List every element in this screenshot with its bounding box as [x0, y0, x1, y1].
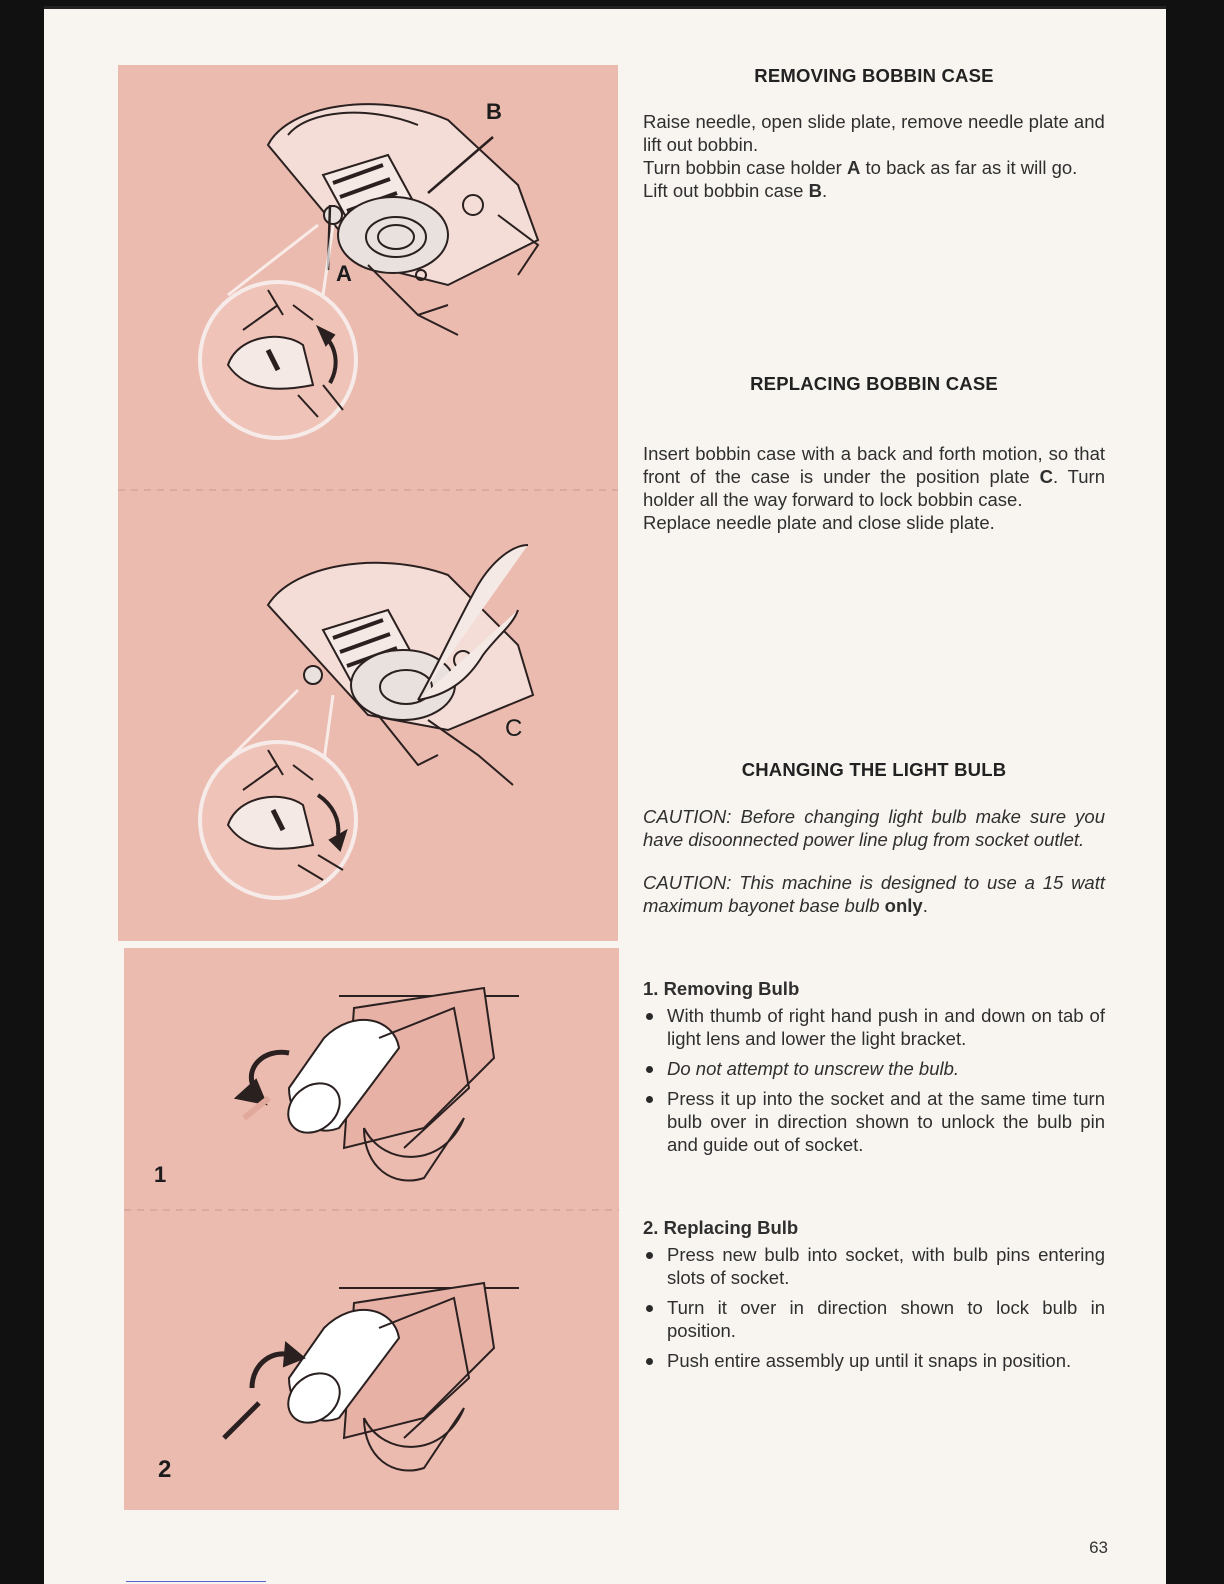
removing-bulb-list — [643, 1004, 1105, 1156]
removing-bobbin-section — [643, 64, 1105, 202]
light-bulb-heading: CHANGING THE LIGHT BULB — [741, 759, 1007, 780]
label-b: B — [486, 99, 502, 124]
replacing-bobbin-heading: REPLACING BOBBIN CASE — [750, 373, 998, 394]
step-1-label: 1 — [154, 1162, 167, 1187]
scan-edge — [44, 6, 1166, 9]
bullet-icon — [646, 1358, 653, 1365]
replacing-bulb-title: 2. Replacing Bulb — [643, 1217, 799, 1238]
bullet-icon — [646, 1252, 653, 1259]
bobbin-illustration-panel — [118, 65, 618, 941]
caution-1: CAUTION: Before changing light bulb make sure you have disoonnected power line plug from socket outlet. — [643, 806, 1105, 850]
label-a: A — [336, 261, 352, 286]
light-bulb-illustration — [124, 948, 619, 1510]
removing-bobbin-line3: Lift out bobbin case B. — [643, 180, 828, 201]
list-item: Press new bulb into socket, with bulb pins entering slots of socket. — [643, 1243, 1105, 1289]
page-number: 63 — [1089, 1538, 1108, 1557]
replacing-bobbin-para: Insert bobbin case with a back and forth motion, so that front of the case is under the position plate C. Turn holder all the way forward to lock bobbin case. — [643, 443, 1105, 510]
removing-bobbin-body — [643, 110, 1105, 202]
removing-bulb-block — [643, 977, 1105, 1156]
step-2-label: 2 — [158, 1456, 172, 1483]
bullet-icon — [646, 1066, 653, 1073]
replacing-bobbin-line2: Replace needle plate and close slide plate. — [643, 512, 995, 533]
list-item: Press it up into the socket and at the same time turn bulb over in direction shown to unlock the bulb pin and guide out of socket. — [643, 1087, 1105, 1156]
replacing-bobbin-body — [643, 442, 1105, 534]
list-item: Turn it over in direction shown to lock bulb in position. — [643, 1296, 1105, 1342]
removing-bulb-title: 1. Removing Bulb — [643, 978, 800, 999]
caution-2: CAUTION: This machine is designed to use a 15 watt maximum bayonet base bulb only. — [643, 872, 1105, 916]
bullet-icon — [646, 1305, 653, 1312]
replacing-bobbin-section — [643, 372, 1105, 534]
removing-bobbin-line2: Turn bobbin case holder A to back as far as it will go. — [643, 157, 1078, 178]
removing-bobbin-line1: Raise needle, open slide plate, remove needle plate and lift out bobbin. — [643, 111, 1105, 155]
manual-page — [44, 6, 1166, 1584]
bobbin-case-illustration — [118, 65, 618, 941]
list-item: With thumb of right hand push in and down on tab of light lens and lower the light bracket. — [643, 1004, 1105, 1050]
list-item: Do not attempt to unscrew the bulb. — [643, 1057, 1105, 1080]
bulb-illustration-panel — [124, 948, 619, 1510]
light-bulb-section — [643, 758, 1105, 1379]
bullet-icon — [646, 1013, 653, 1020]
removing-bobbin-heading: REMOVING BOBBIN CASE — [754, 65, 994, 86]
footer-rule — [126, 1581, 266, 1582]
replacing-bulb-list — [643, 1243, 1105, 1372]
label-c: C — [505, 715, 523, 742]
replacing-bulb-block — [643, 1216, 1105, 1372]
list-item: Push entire assembly up until it snaps in position. — [643, 1349, 1105, 1372]
bullet-icon — [646, 1096, 653, 1103]
